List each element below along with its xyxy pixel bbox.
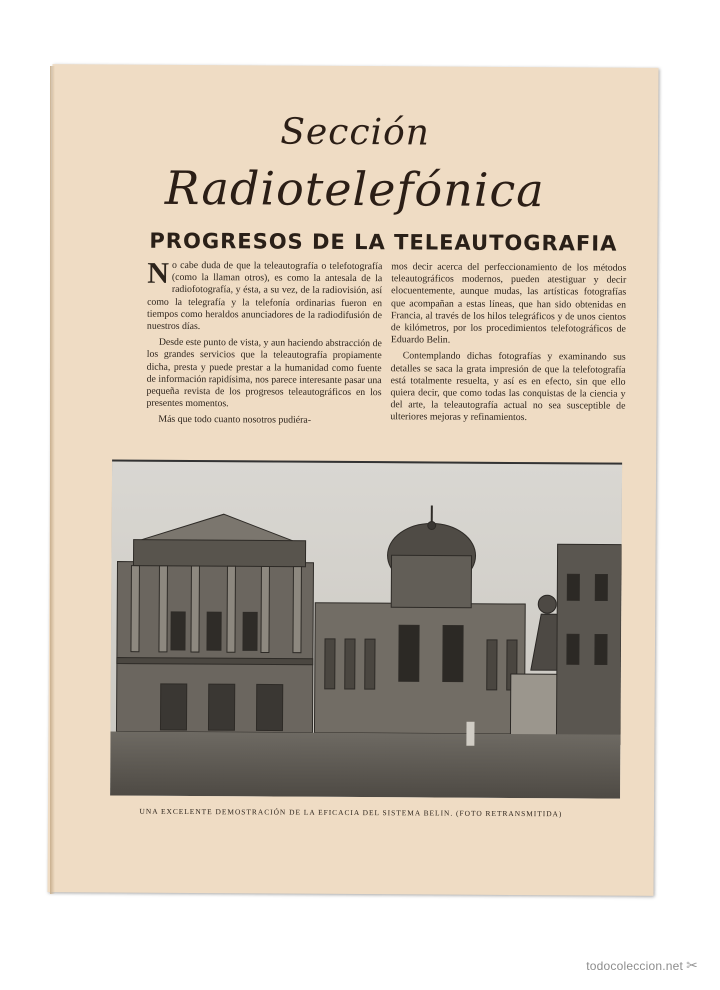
watermark bbox=[586, 957, 698, 974]
page-edge-shadow bbox=[50, 66, 55, 894]
right-building bbox=[556, 544, 621, 744]
paragraph bbox=[146, 256, 383, 335]
paragraph-text: o cabe duda de que la teleautografía o telefotografía (como la llaman otros), es como la antesala de la radiofotografía, y ésta, a su vez, de la radiovisión, así como la telegrafía y la telefonía ordinarias fueron en tiempos como heraldos anunciadores de la radiodifusión de nuestros días. bbox=[146, 259, 383, 333]
section-title-line1: Sección bbox=[280, 111, 431, 154]
article-headline: PROGRESOS DE LA TELEAUTOGRAFIA bbox=[149, 228, 618, 256]
left-building bbox=[116, 514, 313, 733]
article-photo bbox=[110, 460, 622, 799]
paragraph: Más que todo cuanto nosotros pudiéra- bbox=[158, 414, 312, 427]
watermark-text: todocoleccion.net bbox=[586, 959, 684, 973]
drop-cap: N bbox=[147, 256, 170, 290]
paragraph: mos decir acerca del perfeccionamiento de los métodos teleautográficos modernos, pueden atestiguar y decir elocuentemente, aunque mudas, las artísticas fotografías que acompañan a estas líneas, que han sido obtenidas en Francia, al través de los hilos telegráficos y de unos cientos de kilómetros, por los procedimientos telefotográficos de Eduardo Belin. bbox=[390, 261, 627, 346]
paragraph: Desde este punto de vista, y aun haciendo abstracción de los grandes servicios que la teleautografía propiamente dicha, presta y puede prestar a la humanidad como fuente de información rapidísima, nos parece interesante pasar una pequeña revista de los progresos teleautográficos en los presentes momentos. bbox=[146, 337, 382, 410]
article-column-left bbox=[146, 256, 383, 432]
tc-logo-icon: ✂ bbox=[686, 957, 698, 973]
magazine-page bbox=[47, 64, 658, 896]
paragraph: Contemplando dichas fotografías y examinando sus detalles se saca la grata impresión de que la telefotografía está totalmente resuelta, y así es en efecto, sin que ello quiera decir, que como todas las conquistas de la ciencia y del arte, la teleautografía actual no sea susceptible de ulteriores mejoras y refinamientos. bbox=[390, 350, 626, 424]
section-title-line2: Radiotelefónica bbox=[164, 160, 545, 218]
article-column-right bbox=[390, 261, 626, 429]
photo-caption: UNA EXCELENTE DEMOSTRACIÓN DE LA EFICACIA DEL SISTEMA BELIN. (FOTO RETRANSMITIDA) bbox=[139, 806, 563, 819]
photo-illustration bbox=[110, 462, 622, 799]
